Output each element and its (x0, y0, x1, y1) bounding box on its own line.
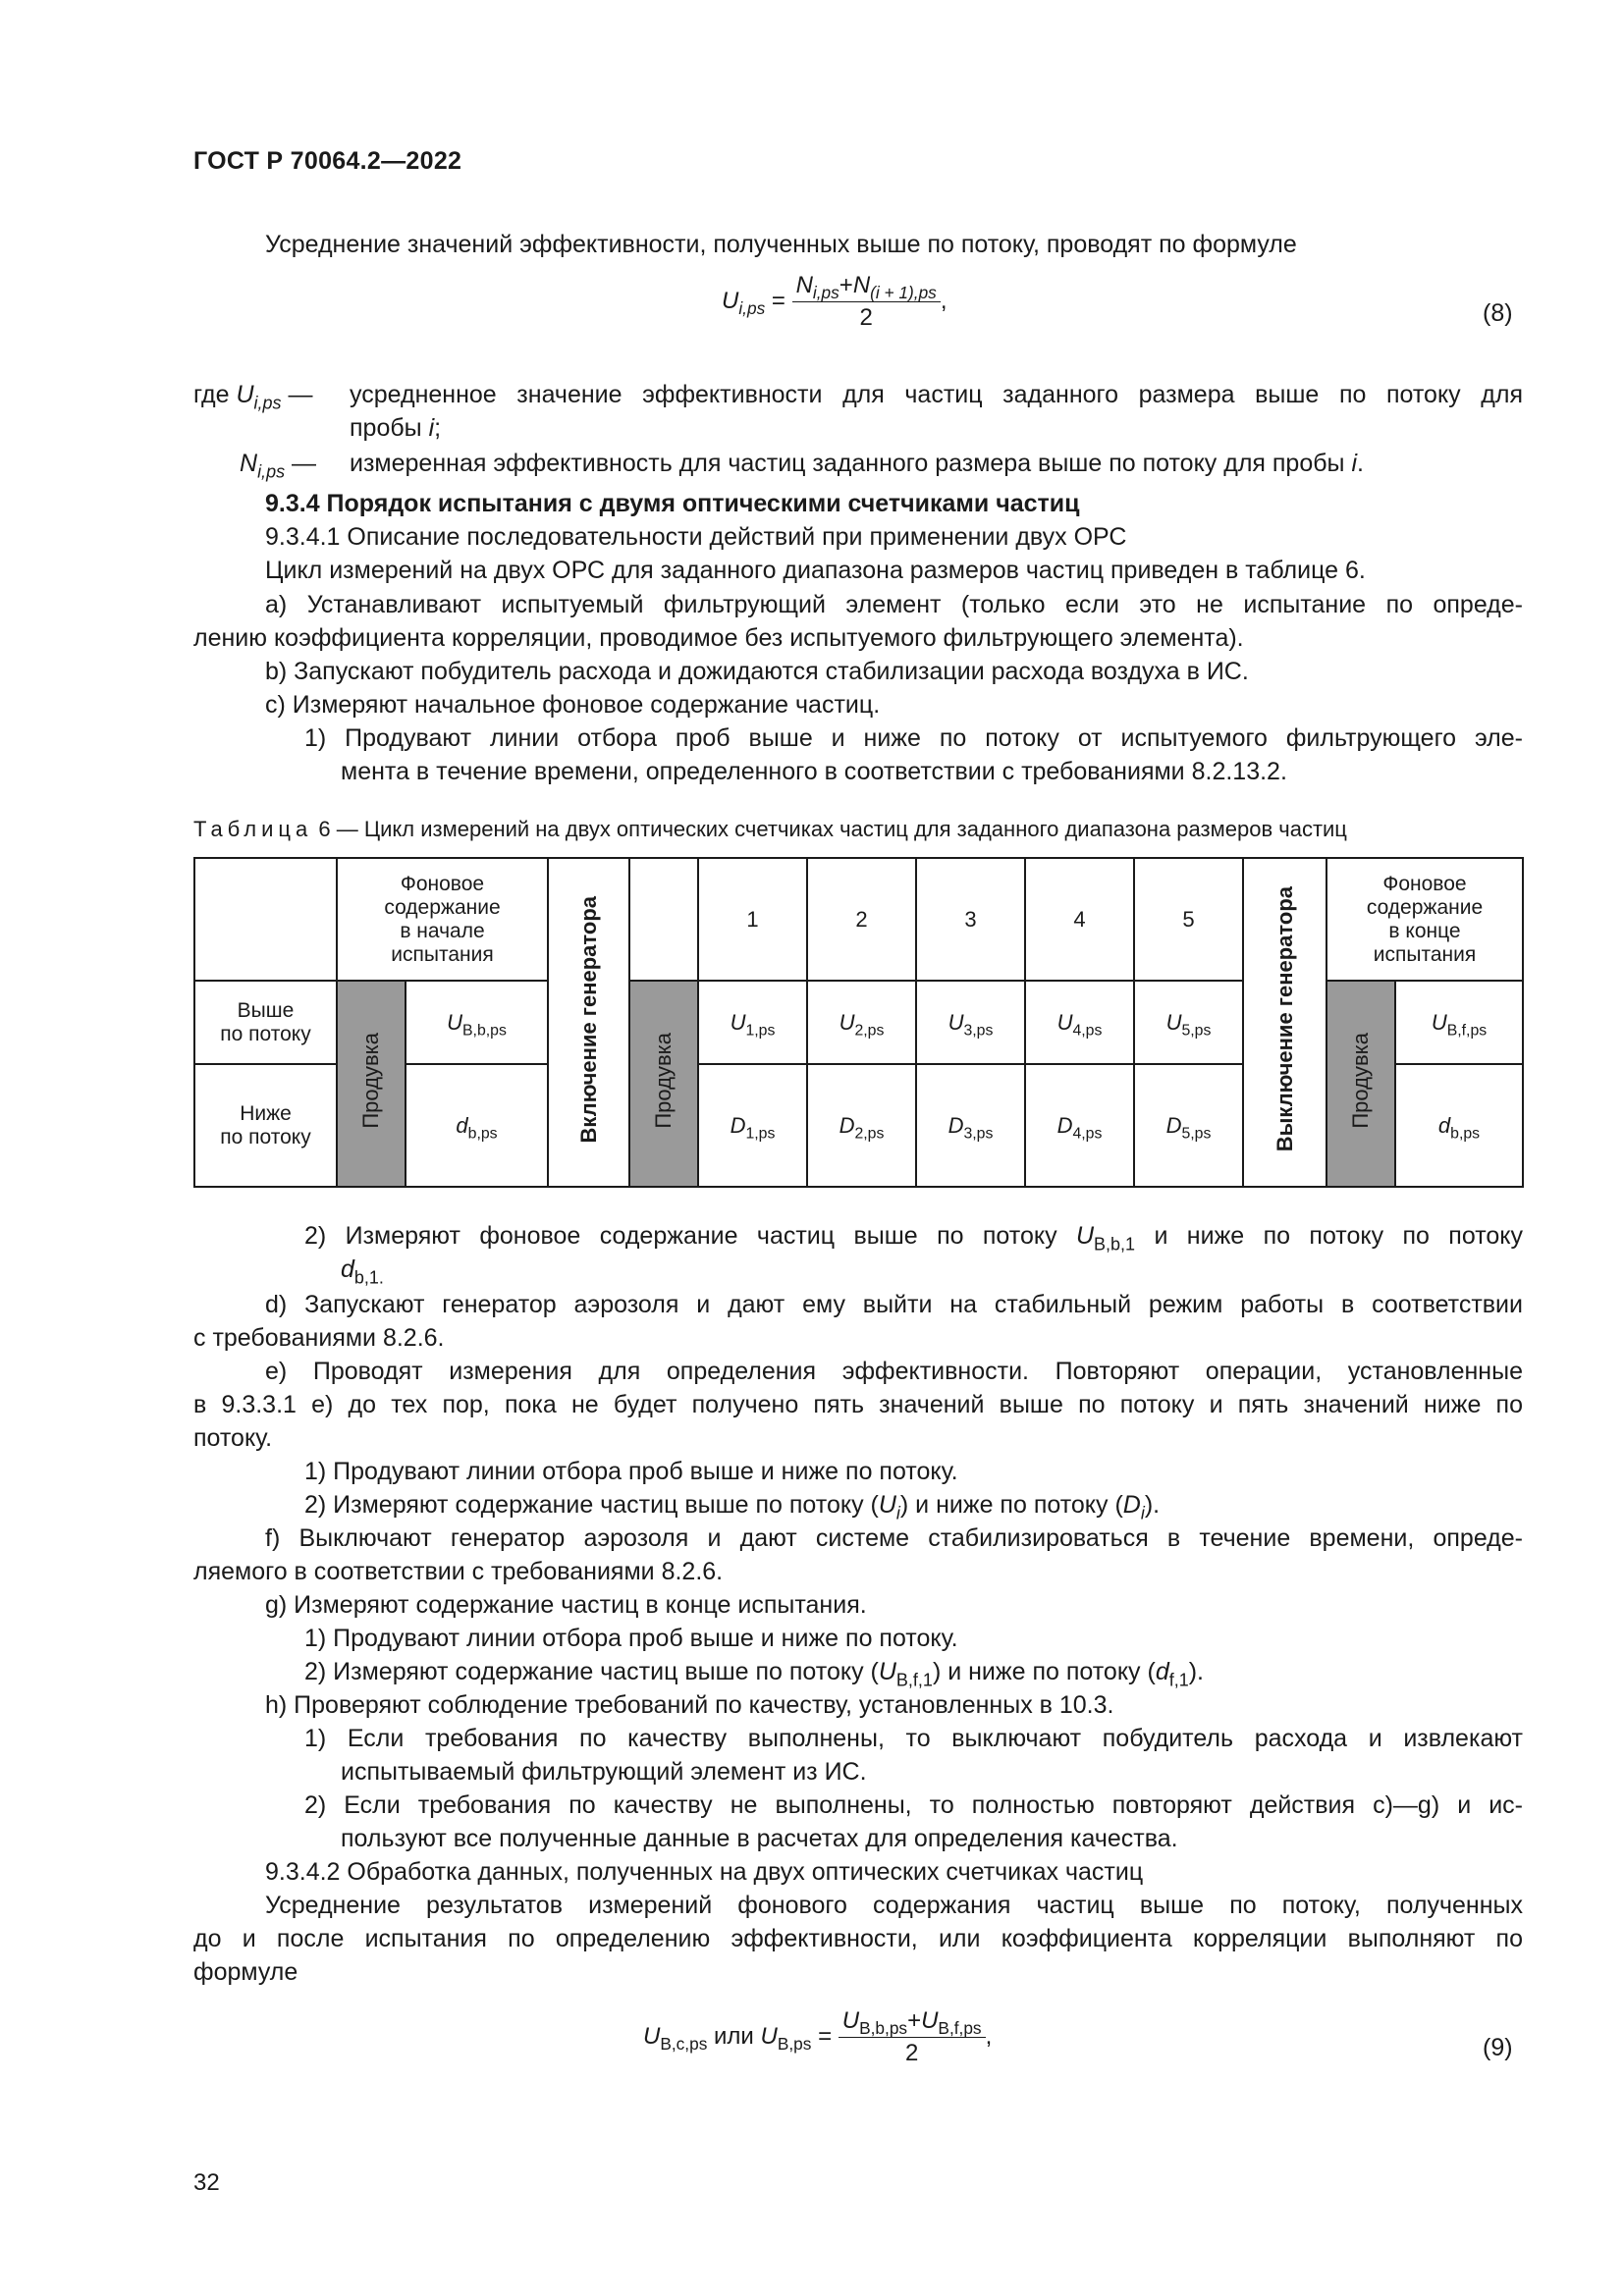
item-a-line-2: лению коэффициента корреляции, проводимое без испытуемого фильтрующего элемента). (193, 624, 1244, 652)
item-h2-line-1: 2) Если требования по качеству не выполнены, то полностью повторяют действия c)—g) и ис- (304, 1791, 1523, 1819)
cell-db-start: $d_{b,ps}$ (406, 1064, 548, 1187)
table-6 (193, 857, 1524, 1188)
table-corner-cell (194, 858, 337, 981)
cell-down-2: $D_{2,ps}$ (807, 1064, 916, 1187)
cell-up-1: $U_{1,ps}$ (698, 981, 807, 1064)
cell-up-3: $U_{3,ps}$ (916, 981, 1025, 1064)
item-f-line-1: f) Выключают генератор аэрозоля и дают системе стабилизироваться в течение времени, опреде- (265, 1524, 1523, 1552)
cell-down-4: $D_{4,ps}$ (1025, 1064, 1134, 1187)
item-e2: 2) Измеряют содержание частиц выше по потоку $(U_i)$ и ниже по потоку $(D_i)$. (304, 1491, 1161, 1523)
item-h2-line-2: пользуют все полученные данные в расчетах для определения качества. (341, 1825, 1178, 1852)
header-col-3: 3 (916, 858, 1025, 981)
item-c: c) Измеряют начальное фоновое содержание частиц. (265, 691, 881, 719)
page-number: 32 (193, 2169, 220, 2196)
cell-db-end: $d_{b,ps}$ (1395, 1064, 1523, 1187)
cell-up-2: $U_{2,ps}$ (807, 981, 916, 1064)
header-col-4: 4 (1025, 858, 1134, 981)
cell-down-5: $D_{5,ps}$ (1134, 1064, 1243, 1187)
header-col-2: 2 (807, 858, 916, 981)
paragraph-bg-line-1: Усреднение результатов измерений фонового содержания частиц выше по потоку, полученных (265, 1892, 1523, 1919)
formula-9-number: (9) (1483, 2034, 1513, 2061)
document-code-header: ГОСТ Р 70064.2—2022 (193, 147, 462, 175)
row-label-upstream: Выше по потоку (194, 981, 337, 1064)
formula-9: $U_{B,c,ps}$ или $U_{B,ps}$ = $\frac{U_{B,b,ps}+U_{B,f,ps}}{2}$ , (643, 2007, 993, 2066)
where-label: где $U_{i,ps}$ — (193, 381, 313, 413)
cell-up-5: $U_{5,ps}$ (1134, 981, 1243, 1064)
header-col-1: 1 (698, 858, 807, 981)
where-symbol-2: $N_{i,ps}$ — (240, 450, 317, 482)
item-a-line-1: a) Устанавливают испытуемый фильтрующий элемент (только если это не испытание по опреде- (265, 591, 1523, 618)
item-c1-line-1: 1) Продувают линии отбора проб выше и ниже по потоку от испытуемого фильтрующего эле- (304, 724, 1523, 752)
item-g2: 2) Измеряют содержание частиц выше по потоку $(U_{B,f,1})$ и ниже по потоку $(d_{f,1})$. (304, 1658, 1205, 1690)
generator-off-cell: Выключение генератора (1243, 858, 1326, 1187)
item-c2-line-2: $d_{b,1.}$ (341, 1255, 384, 1288)
purge-cell-start: Продувка (337, 981, 406, 1187)
where-desc-2: измеренная эффективность для частиц заданного размера выше по потоку для пробы i. (350, 450, 1364, 477)
section-9-3-4-1-heading: 9.3.4.1 Описание последовательности действий при применении двух ОРС (265, 523, 1127, 551)
item-g: g) Измеряют содержание частиц в конце испытания. (265, 1591, 867, 1619)
header-bg-start: Фоновое содержание в начале испытания (337, 858, 548, 981)
item-e-line-3: потоку. (193, 1424, 273, 1452)
item-e1: 1) Продувают линии отбора проб выше и ниже по потоку. (304, 1458, 958, 1485)
paragraph-bg-line-3: формуле (193, 1958, 298, 1986)
item-h1-line-2: испытываемый фильтрующий элемент из ИС. (341, 1758, 867, 1786)
item-h: h) Проверяют соблюдение требований по качеству, установленных в 10.3. (265, 1691, 1114, 1719)
item-b: b) Запускают побудитель расхода и дожидаются стабилизации расхода воздуха в ИС. (265, 658, 1249, 685)
formula-9-fraction: $\frac{U_{B,b,ps}+U_{B,f,ps}}{2}$ (839, 2007, 986, 2067)
where-desc-1-line-1: усредненное значение эффективности для частиц заданного размера выше по потоку для (350, 381, 1523, 408)
item-g1: 1) Продувают линии отбора проб выше и ниже по потоку. (304, 1625, 958, 1652)
item-c1-line-2: мента в течение времени, определенного в соответствии с требованиями 8.2.13.2. (341, 758, 1287, 785)
cell-ub-end: $U_{B,f,ps}$ (1395, 981, 1523, 1064)
header-bg-end: Фоновое содержание в конце испытания (1326, 858, 1523, 981)
item-d-line-1: d) Запускают генератор аэрозоля и дают ему выйти на стабильный режим работы в соответствии (265, 1291, 1523, 1318)
cell-ub-start: $U_{B,b,ps}$ (406, 981, 548, 1064)
item-d-line-2: с требованиями 8.2.6. (193, 1324, 445, 1352)
item-c2-line-1: 2) Измеряют фоновое содержание частиц выше по потоку $U_{B,b,1}$ и ниже по потоку по потоку (304, 1222, 1523, 1255)
row-label-downstream: Ниже по потоку (194, 1064, 337, 1187)
formula-8-number: (8) (1483, 299, 1513, 327)
item-h1-line-1: 1) Если требования по качеству выполнены, то выключают побудитель расхода и извлекают (304, 1725, 1523, 1752)
formula-8: $U_{i,ps}$ = $\frac{N_{i,ps}+N_{(i + 1),ps}}{2}$ , (722, 272, 947, 331)
item-e-line-1: e) Проводят измерения для определения эффективности. Повторяют операции, установленные (265, 1358, 1523, 1385)
cell-down-3: $D_{3,ps}$ (916, 1064, 1025, 1187)
section-9-3-4-heading: 9.3.4 Порядок испытания с двумя оптическими счетчиками частиц (265, 490, 1080, 517)
where-desc-1-line-2: пробы i; (350, 414, 442, 442)
paragraph-bg-line-2: до и после испытания по определению эффективности, или коэффициента корреляции выполняют по (193, 1925, 1523, 1952)
paragraph-avg-intro: Усреднение значений эффективности, полученных выше по потоку, проводят по формуле (265, 231, 1297, 258)
item-e-line-2: в 9.3.3.1 e) до тех пор, пока не будет получено пять значений выше по потоку и пять значений ниже по (193, 1391, 1523, 1418)
section-9-3-4-2-heading: 9.3.4.2 Обработка данных, полученных на двух оптических счетчиках частиц (265, 1858, 1144, 1886)
table-6-caption: Таблица 6 — Цикл измерений на двух оптических счетчиках частиц для заданного диапазона размеров частиц (193, 817, 1347, 841)
purge-cell-end: Продувка (1326, 981, 1395, 1187)
cell-up-4: $U_{4,ps}$ (1025, 981, 1134, 1064)
generator-on-cell: Включение генератора (548, 858, 629, 1187)
item-f-line-2: ляемого в соответствии с требованиями 8.2.6. (193, 1558, 724, 1585)
header-col-5: 5 (1134, 858, 1243, 981)
purge-cell-mid: Продувка (629, 981, 698, 1187)
header-empty-cell (629, 858, 698, 981)
cell-down-1: $D_{1,ps}$ (698, 1064, 807, 1187)
formula-8-fraction: $\frac{N_{i,ps}+N_{(i + 1),ps}}{2}$ (792, 272, 941, 332)
paragraph-cycle: Цикл измерений на двух ОРС для заданного диапазона размеров частиц приведен в таблице 6. (265, 557, 1366, 584)
